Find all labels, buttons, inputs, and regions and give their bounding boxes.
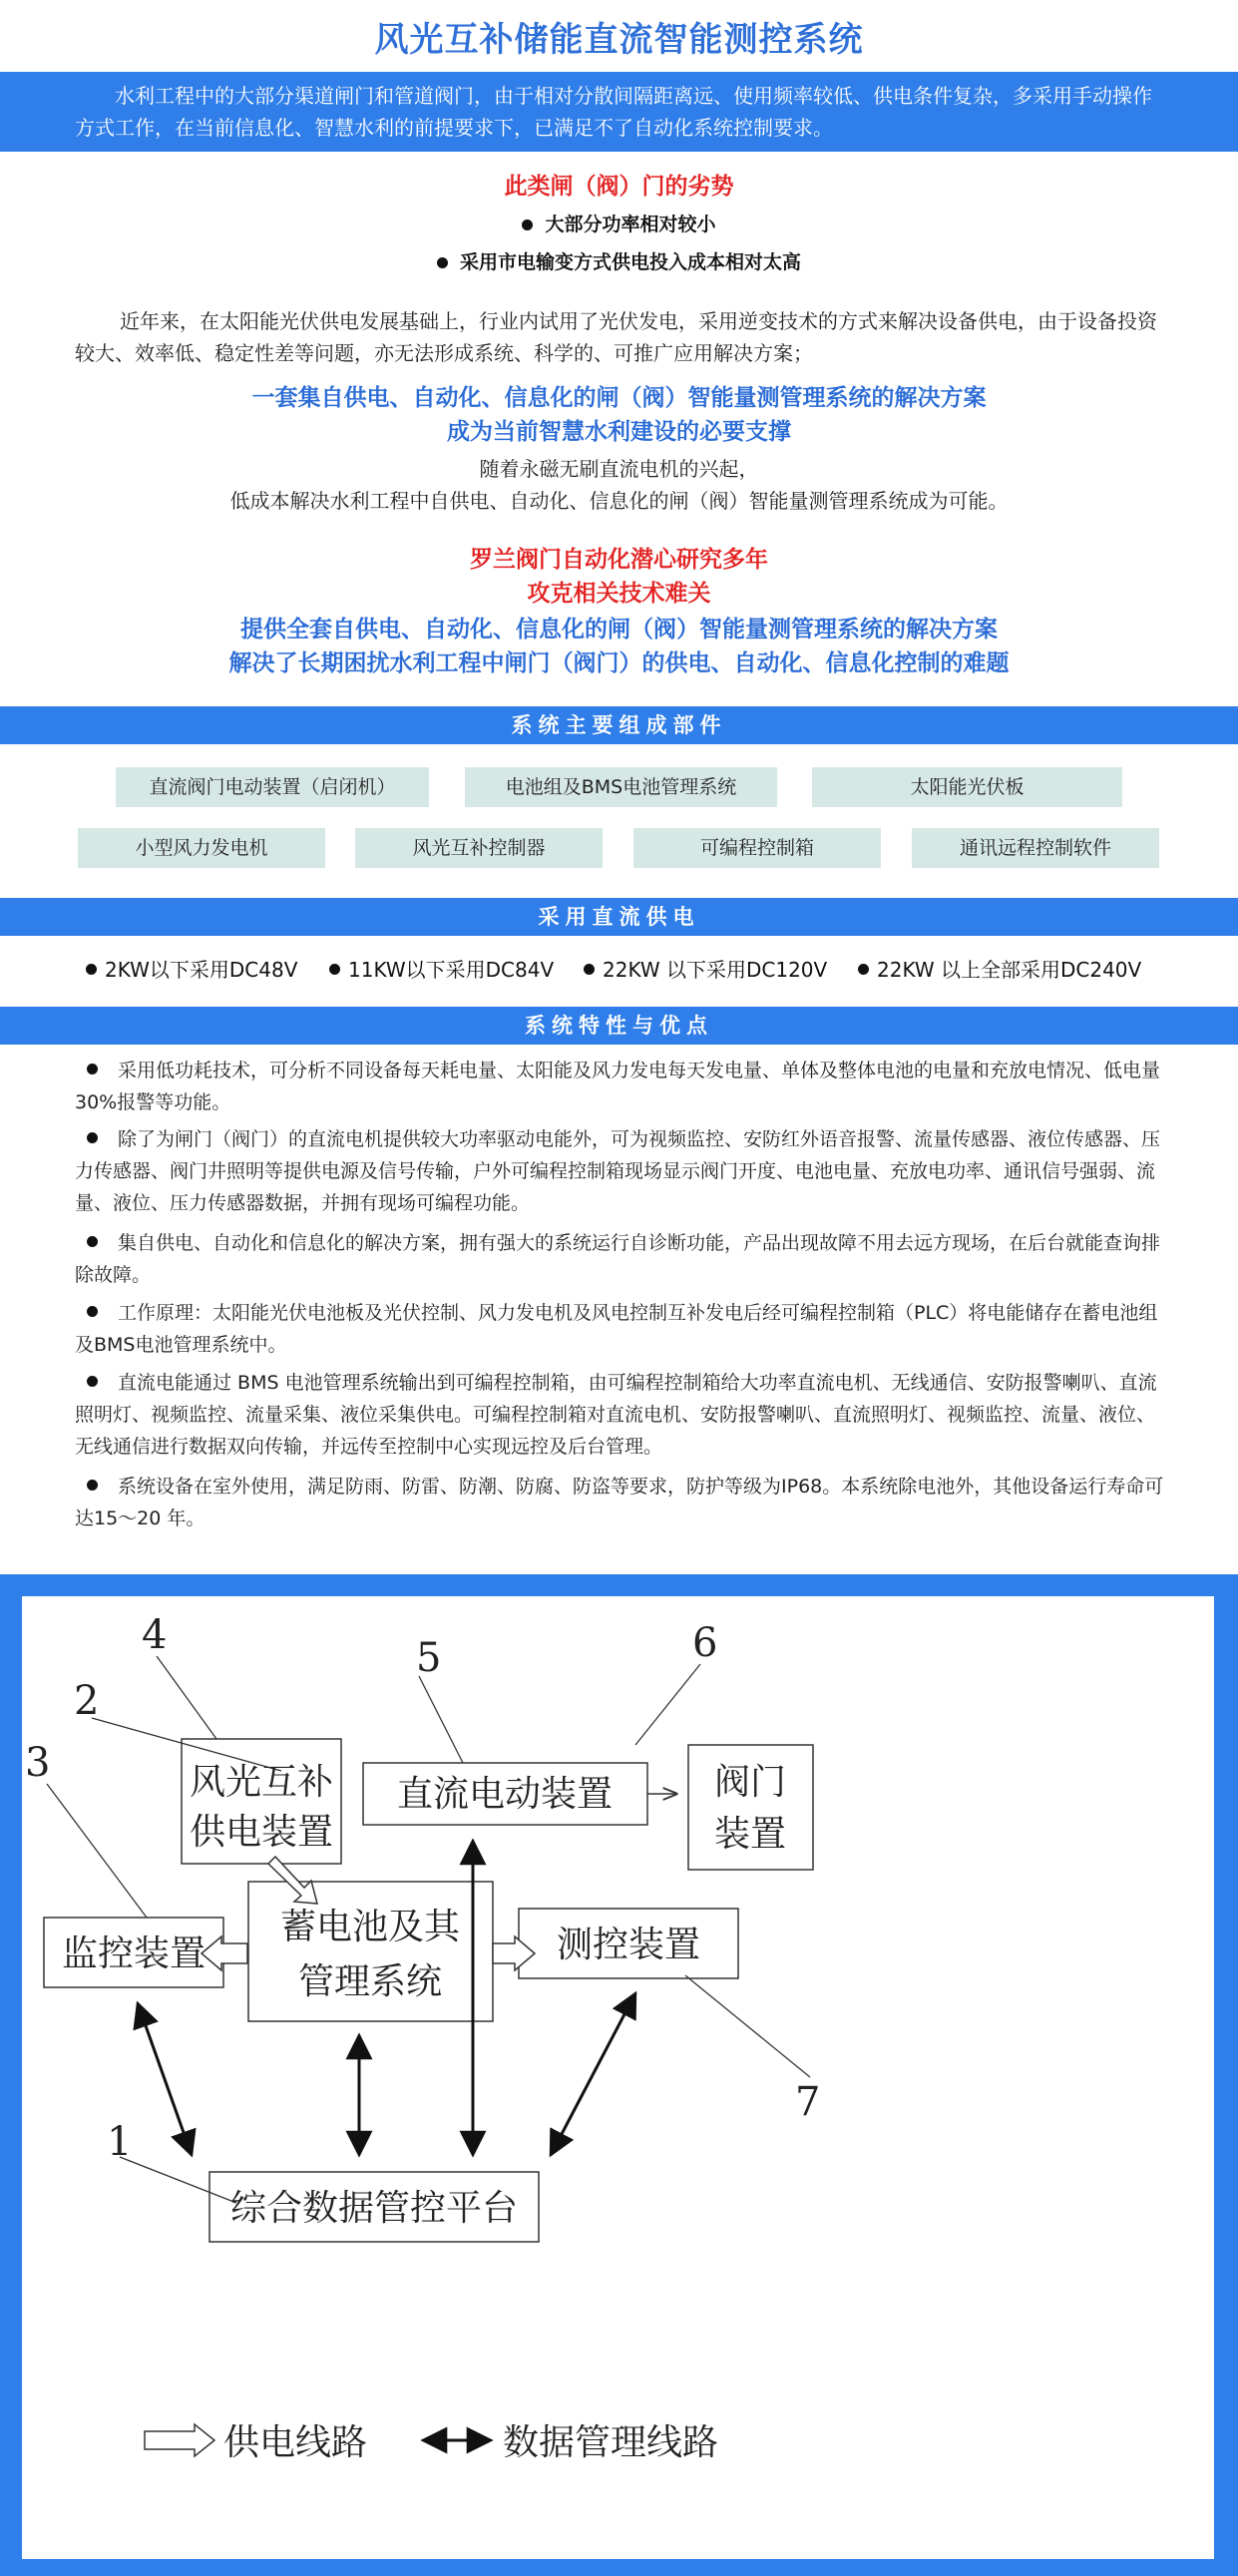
diagram-number: 2 bbox=[74, 1678, 100, 1724]
offer-line-2: 解决了长期困扰水利工程中闸门（阀门）的供电、自动化、信息化控制的难题 bbox=[228, 650, 1010, 676]
pointer-4 bbox=[157, 1656, 216, 1739]
power-arrow-battery-to-measure bbox=[493, 1936, 535, 1970]
diagram-number: 5 bbox=[416, 1635, 442, 1681]
component-item: 可编程控制箱 bbox=[633, 828, 881, 868]
system-diagram-frame bbox=[0, 1574, 1238, 2576]
bullet-dot bbox=[87, 1376, 98, 1387]
pointer-3 bbox=[47, 1784, 147, 1918]
bullet-dot bbox=[437, 257, 448, 268]
feature-item: 工作原理：太阳能光伏电池板及光伏控制、风力发电机及风电控制互补发电后经可编程控制箱（PLC）将电能储存在蓄电池组及BMS电池管理系统中。 bbox=[75, 1302, 1158, 1356]
box-label: 直流电动装置 bbox=[396, 1774, 614, 1815]
bullet-dot bbox=[87, 1480, 98, 1491]
box-label: 测控装置 bbox=[556, 1925, 701, 1965]
box-label: 装置 bbox=[713, 1814, 787, 1855]
legend bbox=[145, 2422, 718, 2463]
feature-item: 集自供电、自动化和信息化的解决方案，拥有强大的系统运行自诊断功能，产品出现故障不用去远方现场，在后台就能查询排除故障。 bbox=[75, 1232, 1161, 1286]
page-title: 风光互补储能直流智能测控系统 bbox=[374, 20, 864, 60]
bullet-dot bbox=[87, 1306, 98, 1317]
dc-power-item: 22KW 以上全部采用DC240V bbox=[858, 954, 1141, 983]
components-heading: 系统主要组成部件 bbox=[0, 706, 1238, 744]
feature-item: 采用低功耗技术，可分析不同设备每天耗电量、太阳能及风力发电每天发电量、单体及整体电池的电量和充放电情况、低电量30%报警等功能。 bbox=[75, 1060, 1161, 1113]
pointer-6 bbox=[635, 1664, 700, 1745]
feature-item: 除了为闸门（阀门）的直流电机提供较大功率驱动电能外，可为视频监控、安防红外语音报警、流量传感器、液位传感器、压力传感器、阀门井照明等提供电源及信号传输，户外可编程控制箱现场显示阀门开度、电池电量、充放电功率、通讯信号强弱、流量、液位、压力传感器数据，并拥有现场可编程功能。 bbox=[75, 1128, 1161, 1214]
diagram-number: 4 bbox=[142, 1612, 168, 1658]
dc-power-heading: 采用直流供电 bbox=[0, 898, 1238, 936]
bullet-dot bbox=[858, 964, 869, 975]
box-label: 管理系统 bbox=[297, 1961, 443, 2002]
component-item: 通讯远程控制软件 bbox=[912, 828, 1159, 868]
component-item: 太阳能光伏板 bbox=[812, 767, 1122, 807]
disadvantage-item: 大部分功率相对较小 bbox=[0, 210, 1238, 236]
bullet-dot bbox=[87, 1064, 98, 1074]
bullet-dot bbox=[584, 964, 595, 975]
diagram-number: 1 bbox=[107, 2119, 133, 2165]
diagram-svg bbox=[22, 1596, 1214, 2559]
offer-line-1: 提供全套自供电、自动化、信息化的闸（阀）智能量测管理系统的解决方案 bbox=[240, 617, 998, 643]
pointer-7 bbox=[685, 1975, 810, 2077]
solution-line-2: 成为当前智慧水利建设的必要支撑 bbox=[447, 419, 791, 445]
component-item: 电池组及BMS电池管理系统 bbox=[465, 767, 777, 807]
component-item: 小型风力发电机 bbox=[78, 828, 325, 868]
diagram-number: 6 bbox=[692, 1620, 718, 1666]
intro-text: 水利工程中的大部分渠道闸门和管道阀门，由于相对分散间隔距离远、使用频率较低、供电条件复杂，多采用手动操作方式工作，在当前信息化、智慧水利的前提要求下，已满足不了自动化系统控制要求。 bbox=[75, 84, 1152, 140]
power-arrow-battery-to-monitor bbox=[202, 1936, 247, 1970]
bullet-dot bbox=[87, 1132, 98, 1143]
diagram-number: 3 bbox=[25, 1740, 51, 1786]
dc-power-item: 11KW以下采用DC84V bbox=[329, 954, 554, 983]
box-label: 阀门 bbox=[713, 1762, 787, 1803]
feature-item: 系统设备在室外使用，满足防雨、防雷、防潮、防腐、防盗等要求，防护等级为IP68。本系统除电池外，其他设备运行寿命可达15～20 年。 bbox=[75, 1476, 1164, 1529]
legend-power-arrow bbox=[145, 2424, 214, 2456]
legend-power-label: 供电线路 bbox=[223, 2422, 368, 2463]
solution-line-1: 一套集自供电、自动化、信息化的闸（阀）智能量测管理系统的解决方案 bbox=[251, 385, 987, 411]
data-line-platform-monitor bbox=[138, 2003, 192, 2155]
pointer-1 bbox=[120, 2157, 236, 2203]
bullet-dot bbox=[329, 964, 340, 975]
box-label: 风光互补 bbox=[189, 1762, 334, 1803]
system-diagram bbox=[22, 1596, 1214, 2559]
intro-banner bbox=[0, 72, 1238, 152]
dc-power-item: 22KW 以下采用DC120V bbox=[584, 954, 827, 983]
disadvantage-heading: 此类闸（阀）门的劣势 bbox=[504, 174, 734, 200]
box-label: 蓄电池及其 bbox=[279, 1907, 461, 1947]
component-item: 风光互补控制器 bbox=[355, 828, 603, 868]
component-item: 直流阀门电动装置（启闭机） bbox=[116, 767, 429, 807]
legend-data-label: 数据管理线路 bbox=[503, 2422, 719, 2463]
data-line-platform-measure bbox=[551, 1993, 635, 2155]
diagram-number: 7 bbox=[795, 2079, 821, 2125]
bullet-dot bbox=[522, 219, 533, 230]
box-label: 监控装置 bbox=[61, 1933, 206, 1974]
dc-power-item: 2KW以下采用DC48V bbox=[86, 954, 297, 983]
bullet-dot bbox=[86, 964, 97, 975]
research-line-2: 攻克相关技术难关 bbox=[527, 581, 711, 607]
bullet-dot bbox=[87, 1236, 98, 1247]
box-label: 供电装置 bbox=[189, 1812, 334, 1853]
plain-line-1: 随着永磁无刷直流电机的兴起， bbox=[479, 457, 759, 481]
plain-line-2: 低成本解决水利工程中自供电、自动化、信息化的闸（阀）智能量测管理系统成为可能。 bbox=[229, 489, 1009, 513]
intro-paragraph: 近年来，在太阳能光伏供电发展基础上，行业内试用了光伏发电，采用逆变技术的方式来解决设备供电，由于设备投资较大、效率低、稳定性差等问题，亦无法形成系统、科学的、可推广应用解决方案； bbox=[75, 309, 1157, 365]
box-label: 综合数据管控平台 bbox=[229, 2188, 519, 2229]
feature-item: 直流电能通过 BMS 电池管理系统输出到可编程控制箱，由可编程控制箱给大功率直流电机、无线通信、安防报警喇叭、直流照明灯、视频监控、流量采集、液位采集供电。可编程控制箱对直流电机、安防报警喇叭、直流照明灯、视频监控、流量、液位、无线通信进行数据双向传输，并远传至控制中心实现远控及后台管理。 bbox=[75, 1372, 1157, 1458]
pointer-5 bbox=[419, 1676, 463, 1763]
research-line-1: 罗兰阀门自动化潜心研究多年 bbox=[470, 547, 768, 573]
disadvantage-item: 采用市电输变方式供电投入成本相对太高 bbox=[0, 247, 1238, 274]
features-heading: 系统特性与优点 bbox=[0, 1007, 1238, 1045]
